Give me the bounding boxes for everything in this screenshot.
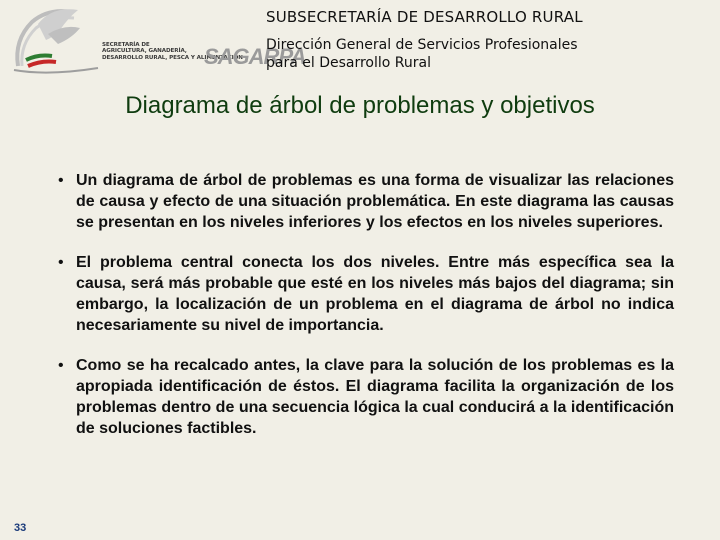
brand-wordmark: SAGARPA (204, 44, 306, 69)
bullet-text: El problema central conecta los dos niveles. Entre más específica sea la causa, será más probable que esté en los niveles más bajos del diagrama; sin embargo, la localización de un problema en el diagrama de árbol no indica necesariamente su nivel de importancia. (76, 254, 674, 334)
agency-line-3: DESARROLLO RURAL, PESCA Y ALIMENTACIÓN (102, 54, 243, 61)
direccion-line-2: para el Desarrollo Rural (266, 55, 431, 71)
bullet-text: Como se ha recalcado antes, la clave para la solución de los problemas es la apropiada identificación de éstos. El diagrama facilita la organización de los problemas dentro de una secuencia lógica la cual conducirá a la identificación de soluciones factibles. (76, 357, 674, 437)
direccion-line-1: Dirección General de Servicios Profesionales (266, 37, 578, 53)
agency-line-1: SECRETARÍA DE (102, 42, 150, 48)
agency-name (102, 42, 243, 61)
mexican-eagle-emblem-icon (8, 4, 104, 76)
direccion-heading (266, 36, 578, 72)
bullet-marker-icon: • (58, 172, 64, 189)
bullet-text: Un diagrama de árbol de problemas es una forma de visualizar las relaciones de causa y efecto de una situación problemática. En este diagrama las causas se presentan en los niveles inferiores y los efectos en los niveles superiores. (76, 172, 674, 231)
bullet-list (56, 170, 674, 458)
bullet-marker-icon: • (58, 357, 64, 374)
bullet-item (56, 252, 674, 336)
agency-line-2: AGRICULTURA, GANADERÍA, (102, 48, 187, 55)
sagarpa-logo (8, 4, 306, 76)
bullet-marker-icon: • (58, 254, 64, 271)
slide-header (0, 0, 720, 80)
page-number: 33 (14, 522, 27, 534)
slide-title: Diagrama de árbol de problemas y objetivos (125, 92, 595, 119)
bullet-item (56, 170, 674, 233)
subsecretaria-heading: SUBSECRETARÍA DE DESARROLLO RURAL (266, 8, 583, 26)
bullet-item (56, 355, 674, 439)
